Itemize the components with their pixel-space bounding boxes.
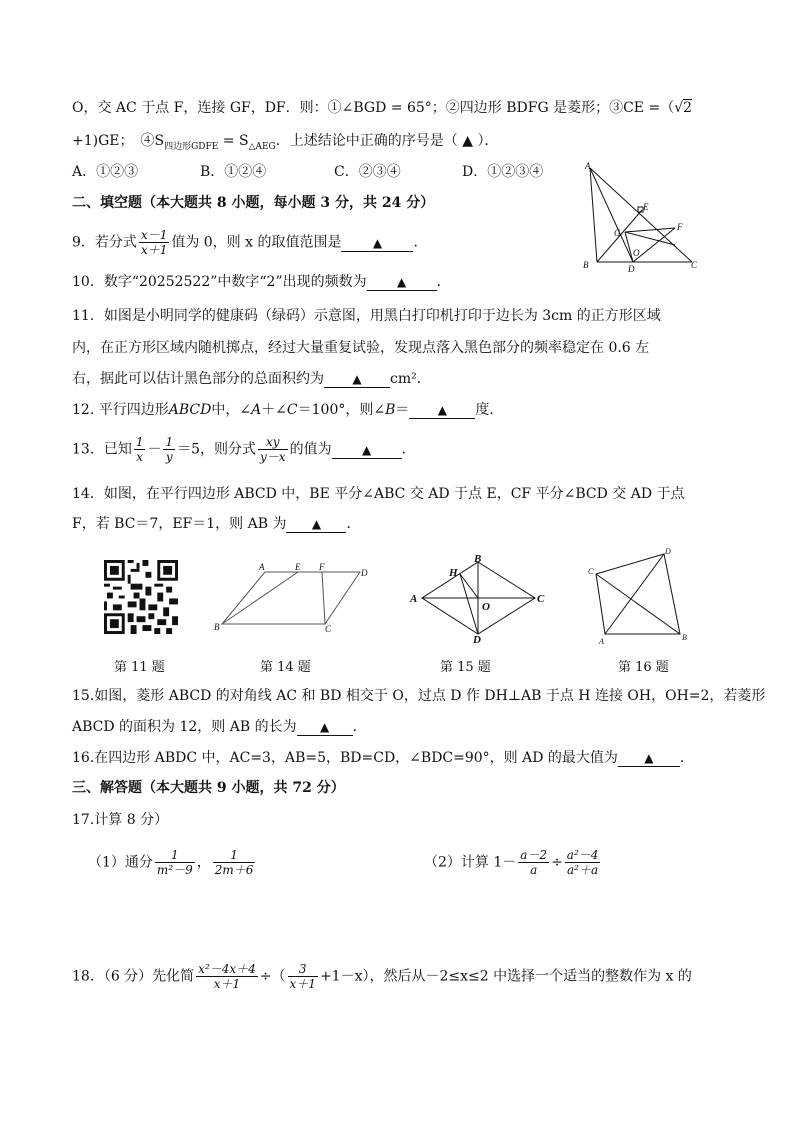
label-d: D [361, 568, 368, 578]
q8-text-d: ．上述结论中正确的序号是（ [275, 133, 458, 149]
q12-j: 度． [475, 402, 504, 418]
q12-g: ＝100°，则∠ [297, 402, 386, 418]
question-18 [72, 962, 692, 991]
q13-f1-num: 1 [135, 435, 144, 449]
label-b: B [474, 553, 482, 565]
q18-f2-num: 3 [288, 962, 318, 977]
q18-f2-den: x＋1 [289, 977, 316, 991]
q13-f1-den: x [136, 450, 144, 464]
q17-p2-label: （2）计算 1－ [424, 854, 517, 871]
q13-a: 13．已知 [72, 441, 132, 458]
q18-f1-den: x＋1 [213, 977, 241, 991]
sqrt-radicand: 2 [683, 100, 693, 116]
q9-answer-blank[interactable] [341, 235, 413, 252]
q14-answer-blank[interactable] [286, 516, 346, 533]
question-13 [72, 435, 416, 464]
q13-eq: ＝5 [177, 441, 201, 458]
label-f: F [319, 562, 325, 572]
option-a: A．①②③ [72, 164, 139, 180]
question-12 [72, 400, 503, 420]
q17-f1-num: 1 [155, 848, 195, 863]
label-o: O [633, 248, 640, 258]
q8-text-b: +1)GE； ④S [72, 133, 165, 149]
q17-part1 [88, 848, 257, 877]
q18-f1-num: x²－4x＋4 [198, 962, 256, 976]
q13-f3-num: xy [258, 435, 288, 450]
q13-end: ． [401, 441, 416, 458]
q10-end: ． [436, 274, 451, 290]
q17-frac2 [213, 848, 256, 877]
q11-unit: cm²． [390, 371, 431, 387]
label-h: H [449, 567, 458, 579]
label-a: A [599, 637, 604, 646]
q9-text-b: 值为 0，则 x 的取值范围是 [171, 234, 342, 251]
q17-f1-den: m²－9 [156, 863, 193, 877]
question-17: 17.计算 8 分） [72, 812, 169, 828]
q18-b: ÷（ [259, 968, 286, 985]
figure-q15 [400, 552, 555, 644]
question-9 [72, 228, 427, 257]
q12-mark: ▲ [437, 403, 447, 417]
q14-end: ． [346, 516, 361, 532]
label-a: A [259, 562, 265, 572]
caption-q16: 第 16 题 [618, 660, 669, 675]
q9-text-a: 9．若分式 [72, 234, 137, 251]
label-e: E [295, 562, 301, 572]
q13-f2-den: y [165, 450, 173, 464]
q8-text-c: = S [218, 133, 249, 149]
label-b: B [214, 622, 220, 632]
q18-frac2 [288, 962, 318, 991]
q11-line3 [72, 369, 431, 389]
label-f: F [677, 222, 683, 232]
q13-frac2 [163, 435, 175, 464]
q17-div: ÷ [551, 854, 563, 871]
q8-text-e: ）． [477, 133, 499, 149]
q16-mark: ▲ [644, 751, 654, 765]
option-b: B．①②④ [200, 164, 267, 180]
q16-end: ． [679, 750, 694, 766]
q12-f: C [286, 402, 298, 418]
label-b: B [583, 260, 589, 270]
q17-f3-den: a [530, 863, 538, 877]
q17-f4-num: a²－4 [566, 848, 599, 862]
figure-q14 [210, 560, 375, 640]
q16-answer-blank[interactable] [618, 750, 680, 767]
q13-c: 的值为 [289, 441, 332, 458]
sqrt-sign: √ [674, 100, 684, 116]
label-c: C [691, 260, 698, 270]
q10-answer-blank[interactable] [367, 274, 437, 291]
q15-text: ABCD 的面积为 12，则 AB 的长为 [72, 719, 297, 735]
q11-answer-blank[interactable] [324, 371, 390, 388]
subscript-quad: 四边形GDFE [164, 141, 219, 152]
label-a: A [410, 593, 418, 605]
subscript-triangle: △AEG [248, 141, 276, 152]
q17-part2 [424, 848, 602, 877]
q11-text: 右，据此可以估计黑色部分的总面积约为 [72, 371, 324, 387]
figure-q8 [580, 160, 705, 275]
label-d: D [473, 634, 481, 644]
q14-line1: 14．如图，在平行四边形 ABCD 中，BE 平分∠ABC 交 AD 于点 E，CF 平分∠BCD 交 AD 于点 [72, 486, 685, 502]
section-3-heading: 三、解答题（本大题共 9 小题，共 72 分） [72, 780, 345, 796]
q17-frac1 [155, 848, 195, 877]
q15-mark: ▲ [319, 720, 330, 734]
option-c: C．②③④ [334, 164, 401, 180]
q12-e: ＋∠ [261, 402, 287, 418]
q18-frac1 [196, 962, 258, 991]
q13-b: ，则分式 [200, 441, 257, 458]
q17-p1-label: （1）通分 [88, 854, 153, 871]
q8-continuation-line1 [72, 98, 692, 118]
answer-mark: ▲ [462, 133, 473, 149]
caption-q15: 第 15 题 [440, 660, 491, 675]
q14-line2 [72, 514, 360, 534]
q18-c: +1－x），然后从－2≤x≤2 中选择一个适当的整数作为 x 的 [319, 968, 692, 985]
section-2-heading: 二、填空题（本大题共 8 小题，每小题 3 分，共 24 分） [72, 195, 435, 211]
q13-minus: － [147, 441, 162, 458]
label-a: A [585, 161, 591, 171]
q9-mark: ▲ [372, 235, 383, 250]
caption-q14: 第 14 题 [260, 660, 311, 675]
q14-mark: ▲ [311, 517, 322, 531]
q13-answer-blank[interactable] [332, 442, 402, 459]
q17-frac4 [565, 848, 601, 877]
q12-c: 中，∠ [211, 402, 252, 418]
q13-mark: ▲ [361, 442, 372, 457]
q11-mark: ▲ [352, 372, 362, 386]
q9-numerator: x－1 [140, 228, 168, 242]
q12-answer-blank[interactable] [409, 402, 475, 419]
q13-f3-den: y－x [260, 450, 286, 464]
q15-end: ． [352, 719, 367, 735]
q13-frac1 [134, 435, 146, 464]
label-c: C [325, 624, 332, 634]
q10-text: 10．数字“20252522”中数字“2”出现的频数为 [72, 274, 367, 290]
label-b: B [682, 633, 687, 642]
label-c: C [588, 567, 594, 576]
q11-line2: 内，在正方形区域内随机掷点，经过大量重复试验，发现点落入黑色部分的频率稳定在 0.6 左 [72, 340, 650, 356]
q12-h: B [385, 402, 396, 418]
label-d: D [665, 548, 671, 556]
q9-end: ． [413, 234, 428, 251]
question-16 [72, 748, 694, 768]
q15-answer-blank[interactable] [297, 719, 353, 736]
q12-b: ABCD [168, 402, 212, 418]
q18-a: 18．（6 分）先化简 [72, 968, 195, 985]
q17-f3-num: a－2 [520, 848, 548, 862]
q12-d: A [251, 402, 262, 418]
label-g: G [614, 228, 621, 238]
q17-f2-num: 1 [213, 848, 256, 863]
q8-text-a: O，交 AC 于点 F，连接 GF，DF．则：①∠BGD = 65°；②四边形 BDFG 是菱形；③CE =（ [72, 100, 675, 116]
label-o: O [482, 601, 490, 613]
label-e: E [643, 202, 649, 212]
caption-q11: 第 11 题 [114, 660, 165, 675]
q8-continuation-line2 [72, 131, 498, 157]
label-c: C [537, 593, 545, 605]
q14-text: F，若 BC＝7，EF＝1，则 AB 为 [72, 516, 287, 532]
q9-fraction [139, 228, 169, 257]
q9-denominator: x＋1 [140, 243, 168, 257]
q17-f4-den: a²＋a [567, 863, 599, 877]
q13-f2-num: 1 [165, 435, 174, 449]
question-10 [72, 272, 451, 292]
qr-code-image [104, 560, 178, 634]
figure-q16 [585, 548, 695, 646]
q17-f2-den: 2m＋6 [214, 863, 254, 877]
q17-frac3 [518, 848, 549, 877]
option-d: D．①②③④ [462, 164, 544, 180]
q12-i: ＝ [395, 402, 410, 418]
q12-a: 12. 平行四边形 [72, 402, 169, 418]
q10-mark: ▲ [396, 275, 407, 289]
q17-comma: ， [196, 854, 211, 871]
q16-text: 16.在四边形 ABDC 中，AC=3，AB=5，BD=CD，∠BDC=90°，则 AD 的最大值为 [72, 750, 618, 766]
q15-line2 [72, 717, 367, 737]
q15-line1: 15.如图，菱形 ABCD 的对角线 AC 和 BD 相交于 O，过点 D 作 DH⊥AB 于点 H 连接 OH，OH=2，若菱形 [72, 688, 766, 704]
q11-line1: 11．如图是小明同学的健康码（绿码）示意图，用黑白打印机打印于边长为 3cm 的正方形区域 [72, 308, 661, 324]
q13-frac3 [258, 435, 288, 464]
label-d: D [628, 264, 635, 274]
